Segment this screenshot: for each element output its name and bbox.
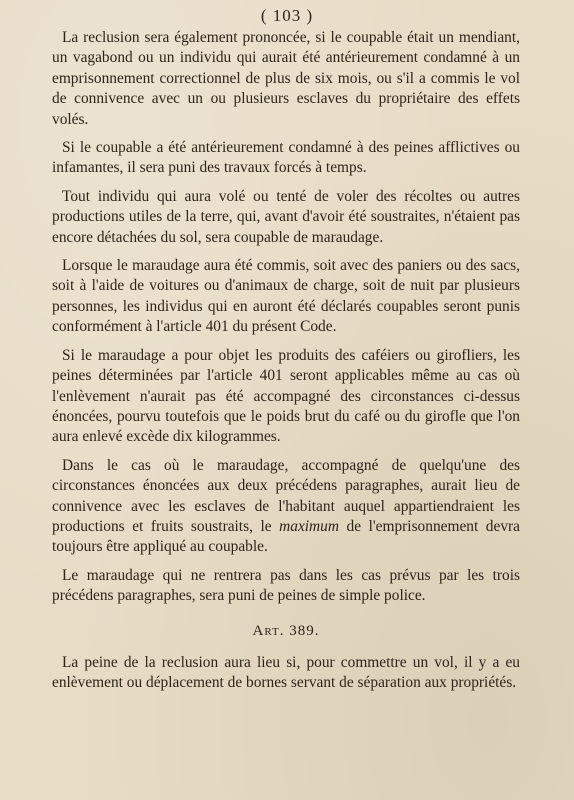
article-label: Art.: [252, 622, 285, 639]
paragraph: Lorsque le maraudage aura été commis, soit avec des paniers ou des sacs, soit à l'aide de voitures ou d'animaux de charge, soit de nuit par plusieurs personnes, les individus qui en auront été déclarés coupables seront punis conformément à l'article 401 du présent Code.: [52, 257, 520, 336]
paragraph: Tout individu qui aura volé ou tenté de voler des récoltes ou autres productions utiles de la terre, qui, avant d'avoir été soustraites, n'étaient pas encore détachées du sol, sera coupable de maraudage.: [52, 187, 520, 246]
paragraph-maximum: [52, 456, 520, 558]
paragraph-text: Dans le cas où le maraudage, accompagné de quelqu'une des circonstances énoncées aux deux précédens paragraphes, aurait lieu de connivence avec les esclaves de l'habitant auquel appartiendraient les productions et fruits soustraits, le: [52, 456, 520, 535]
paragraph-text: de l'emprisonnement devra toujours être appliqué au coupable.: [52, 517, 520, 556]
article-heading: [52, 621, 520, 641]
page-body: [52, 28, 520, 702]
paragraph: La peine de la reclusion aura lieu si, pour commettre un vol, il y a eu enlèvement ou déplacement de bornes servant de séparation aux propriétés.: [52, 653, 520, 692]
page-number: ( 103 ): [260, 6, 314, 25]
paragraph: Si le coupable a été antérieurement condamné à des peines afflictives ou infamantes, il sera puni des travaux forcés à temps.: [52, 139, 520, 177]
paragraph: Le maraudage qui ne rentrera pas dans les cas prévus par les trois précédens paragraphes, sera puni de peines de simple police.: [52, 566, 520, 605]
italic-term: maximum: [279, 517, 339, 535]
paragraph: La reclusion sera également prononcée, si le coupable était un mendiant, un vagabond ou un individu qui aurait été antérieurement condamné à un emprisonnement correctionnel de plus de six mois, ou s'il a commis le vol de connivence avec un ou plusieurs esclaves du propriétaire des effets volés.: [52, 29, 520, 128]
article-number: 389.: [289, 622, 320, 639]
paragraph: Si le maraudage a pour objet les produits des caféiers ou girofliers, les peines déterminées par l'article 401 seront applicables même au cas où l'enlèvement n'aurait pas été accompagné des circonstances ci-dessus énoncées, pourvu toutefois que le poids brut du café ou du girofle que l'on aura enlevé excède dix kilogrammes.: [52, 346, 520, 446]
